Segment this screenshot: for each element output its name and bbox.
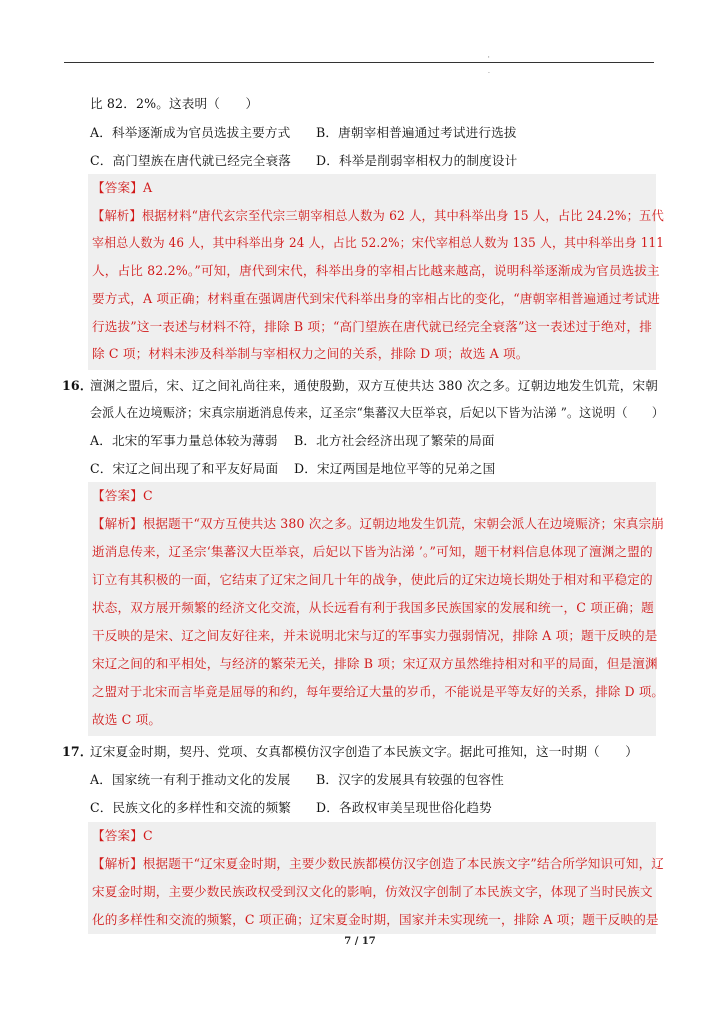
q17-option-c: C．民族文化的多样性和交流的频繁 bbox=[90, 800, 291, 815]
q15-stem-tail: 比 82．2%。这表明（ ） bbox=[90, 96, 259, 111]
q16-number: 16． bbox=[62, 378, 93, 393]
q16-analysis-line: 干反映的是宋、辽之间友好往来，并未说明北宋与辽的军事实力强弱情况，排除 A 项；题干反映的是 bbox=[92, 628, 658, 643]
header-rule bbox=[64, 62, 654, 63]
q15-analysis-line: 【解析】根据材料“唐代玄宗至代宗三朝宰相总人数为 62 人，其中科举出身 15 人，占比 24.2%；五代 bbox=[92, 208, 664, 223]
q15-option-a: A．科举逐渐成为官员选拔主要方式 bbox=[90, 125, 291, 140]
q17-stem: 辽宋夏金时期，契丹、党项、女真都模仿汉字创造了本民族文字。据此可推知，这一时期（ ） bbox=[90, 744, 638, 759]
q15-option-b: B．唐朝宰相普遍通过考试进行选拔 bbox=[316, 125, 517, 140]
q16-answer: 【答案】C bbox=[92, 488, 153, 503]
q16-analysis-line: 订立有其积极的一面，它结束了辽宋之间几十年的战争，使此后的辽宋边境长期处于相对和平稳定的 bbox=[92, 572, 653, 587]
q15-analysis-line: 要方式，A 项正确；材料重在强调唐代到宋代科举出身的宰相占比的变化，“唐朝宰相普遍通过考试进 bbox=[92, 291, 660, 306]
q16-analysis-line: 宋辽之间的和平相处，与经济的繁荣无关，排除 B 项；宋辽双方虽然维持相对和平的局面，但是澶渊 bbox=[92, 656, 658, 671]
q17-option-a: A．国家统一有利于推动文化的发展 bbox=[90, 772, 291, 787]
q16-option-b: B．北方社会经济出现了繁荣的局面 bbox=[294, 433, 495, 448]
q17-option-b: B．汉字的发展具有较强的包容性 bbox=[316, 772, 504, 787]
q17-analysis-line: 宋夏金时期，主要少数民族政权受到汉文化的影响，仿效汉字创制了本民族文字，体现了当时民族文 bbox=[92, 884, 653, 899]
q15-option-d: D．科举是削弱宰相权力的制度设计 bbox=[316, 153, 518, 168]
q16-stem-line: 会派人在边境赈济；宋真宗崩逝消息传来，辽圣宗“集蕃汉大臣举哀，后妃以下皆为沾涕 ”。这说明（ ） bbox=[90, 405, 664, 420]
page-number: 7 / 17 bbox=[344, 936, 376, 947]
q17-option-d: D．各政权审美呈现世俗化趋势 bbox=[316, 800, 492, 815]
q17-answer-block bbox=[88, 822, 665, 934]
q17-analysis-line: 【解析】根据题干“辽宋夏金时期，主要少数民族都模仿汉字创造了本民族文字”结合所学知识可知，辽 bbox=[92, 856, 665, 871]
q17-number: 17． bbox=[62, 744, 93, 759]
q15-answer-block bbox=[88, 174, 664, 370]
header-mark: . bbox=[488, 68, 490, 75]
q17-analysis-line: 化的多样性和交流的频繁，C 项正确；辽宋夏金时期，国家并未实现统一，排除 A 项；题干反映的是 bbox=[92, 912, 659, 927]
q15-analysis-line: 宰相总人数为 46 人，其中科举出身 24 人，占比 52.2%；宋代宰相总人数为 135 人，其中科举出身 111 bbox=[92, 235, 664, 250]
q16-analysis-line: 之盟对于北宋而言毕竟是屈辱的和约，每年要给辽大量的岁币，不能说是平等友好的关系，排除 D 项。 bbox=[92, 684, 664, 699]
q15-analysis-line: 行选拔”这一表述与材料不符，排除 B 项；“高门望族在唐代就已经完全衰落”这一表述过于绝对，排 bbox=[92, 319, 652, 334]
header-mark: ' bbox=[488, 56, 490, 63]
q16-analysis-line: 【解析】根据题干“双方互使共达 380 次之多。辽朝边地发生饥荒，宋朝会派人在边境赈济；宋真宗崩 bbox=[92, 516, 664, 531]
q17-answer: 【答案】C bbox=[92, 828, 153, 843]
q16-analysis-line: 故选 C 项。 bbox=[92, 712, 162, 727]
q15-analysis-line: 人，占比 82.2%。”可知，唐代到宋代，科举出身的宰相占比越来越高，说明科举逐渐成为官员选拔主 bbox=[92, 263, 660, 278]
q16-option-c: C．宋辽之间出现了和平友好局面 bbox=[90, 461, 279, 476]
q16-option-a: A．北宋的军事力量总体较为薄弱 bbox=[90, 433, 278, 448]
q16-analysis-line: 状态，双方展开频繁的经济文化交流，从长远看有利于我国多民族国家的发展和统一，C 项正确；题 bbox=[92, 600, 654, 615]
q15-answer: 【答案】A bbox=[92, 180, 153, 195]
q16-option-d: D．宋辽两国是地位平等的兄弟之国 bbox=[294, 461, 496, 476]
q15-option-c: C．高门望族在唐代就已经完全衰落 bbox=[90, 153, 291, 168]
q16-answer-block bbox=[88, 482, 664, 736]
q16-stem-line: 澶渊之盟后，宋、辽之间礼尚往来，通使殷勤，双方互使共达 380 次之多。辽朝边地发生饥荒，宋朝 bbox=[90, 378, 659, 393]
q16-analysis-line: 逝消息传来，辽圣宗‘集蕃汉大臣举哀，后妃以下皆为沾涕 ’。”可知，题干材料信息体现了澶渊之盟的 bbox=[92, 544, 653, 559]
q15-analysis-line: 除 C 项；材料未涉及科举制与宰相权力之间的关系，排除 D 项；故选 A 项。 bbox=[92, 346, 529, 361]
